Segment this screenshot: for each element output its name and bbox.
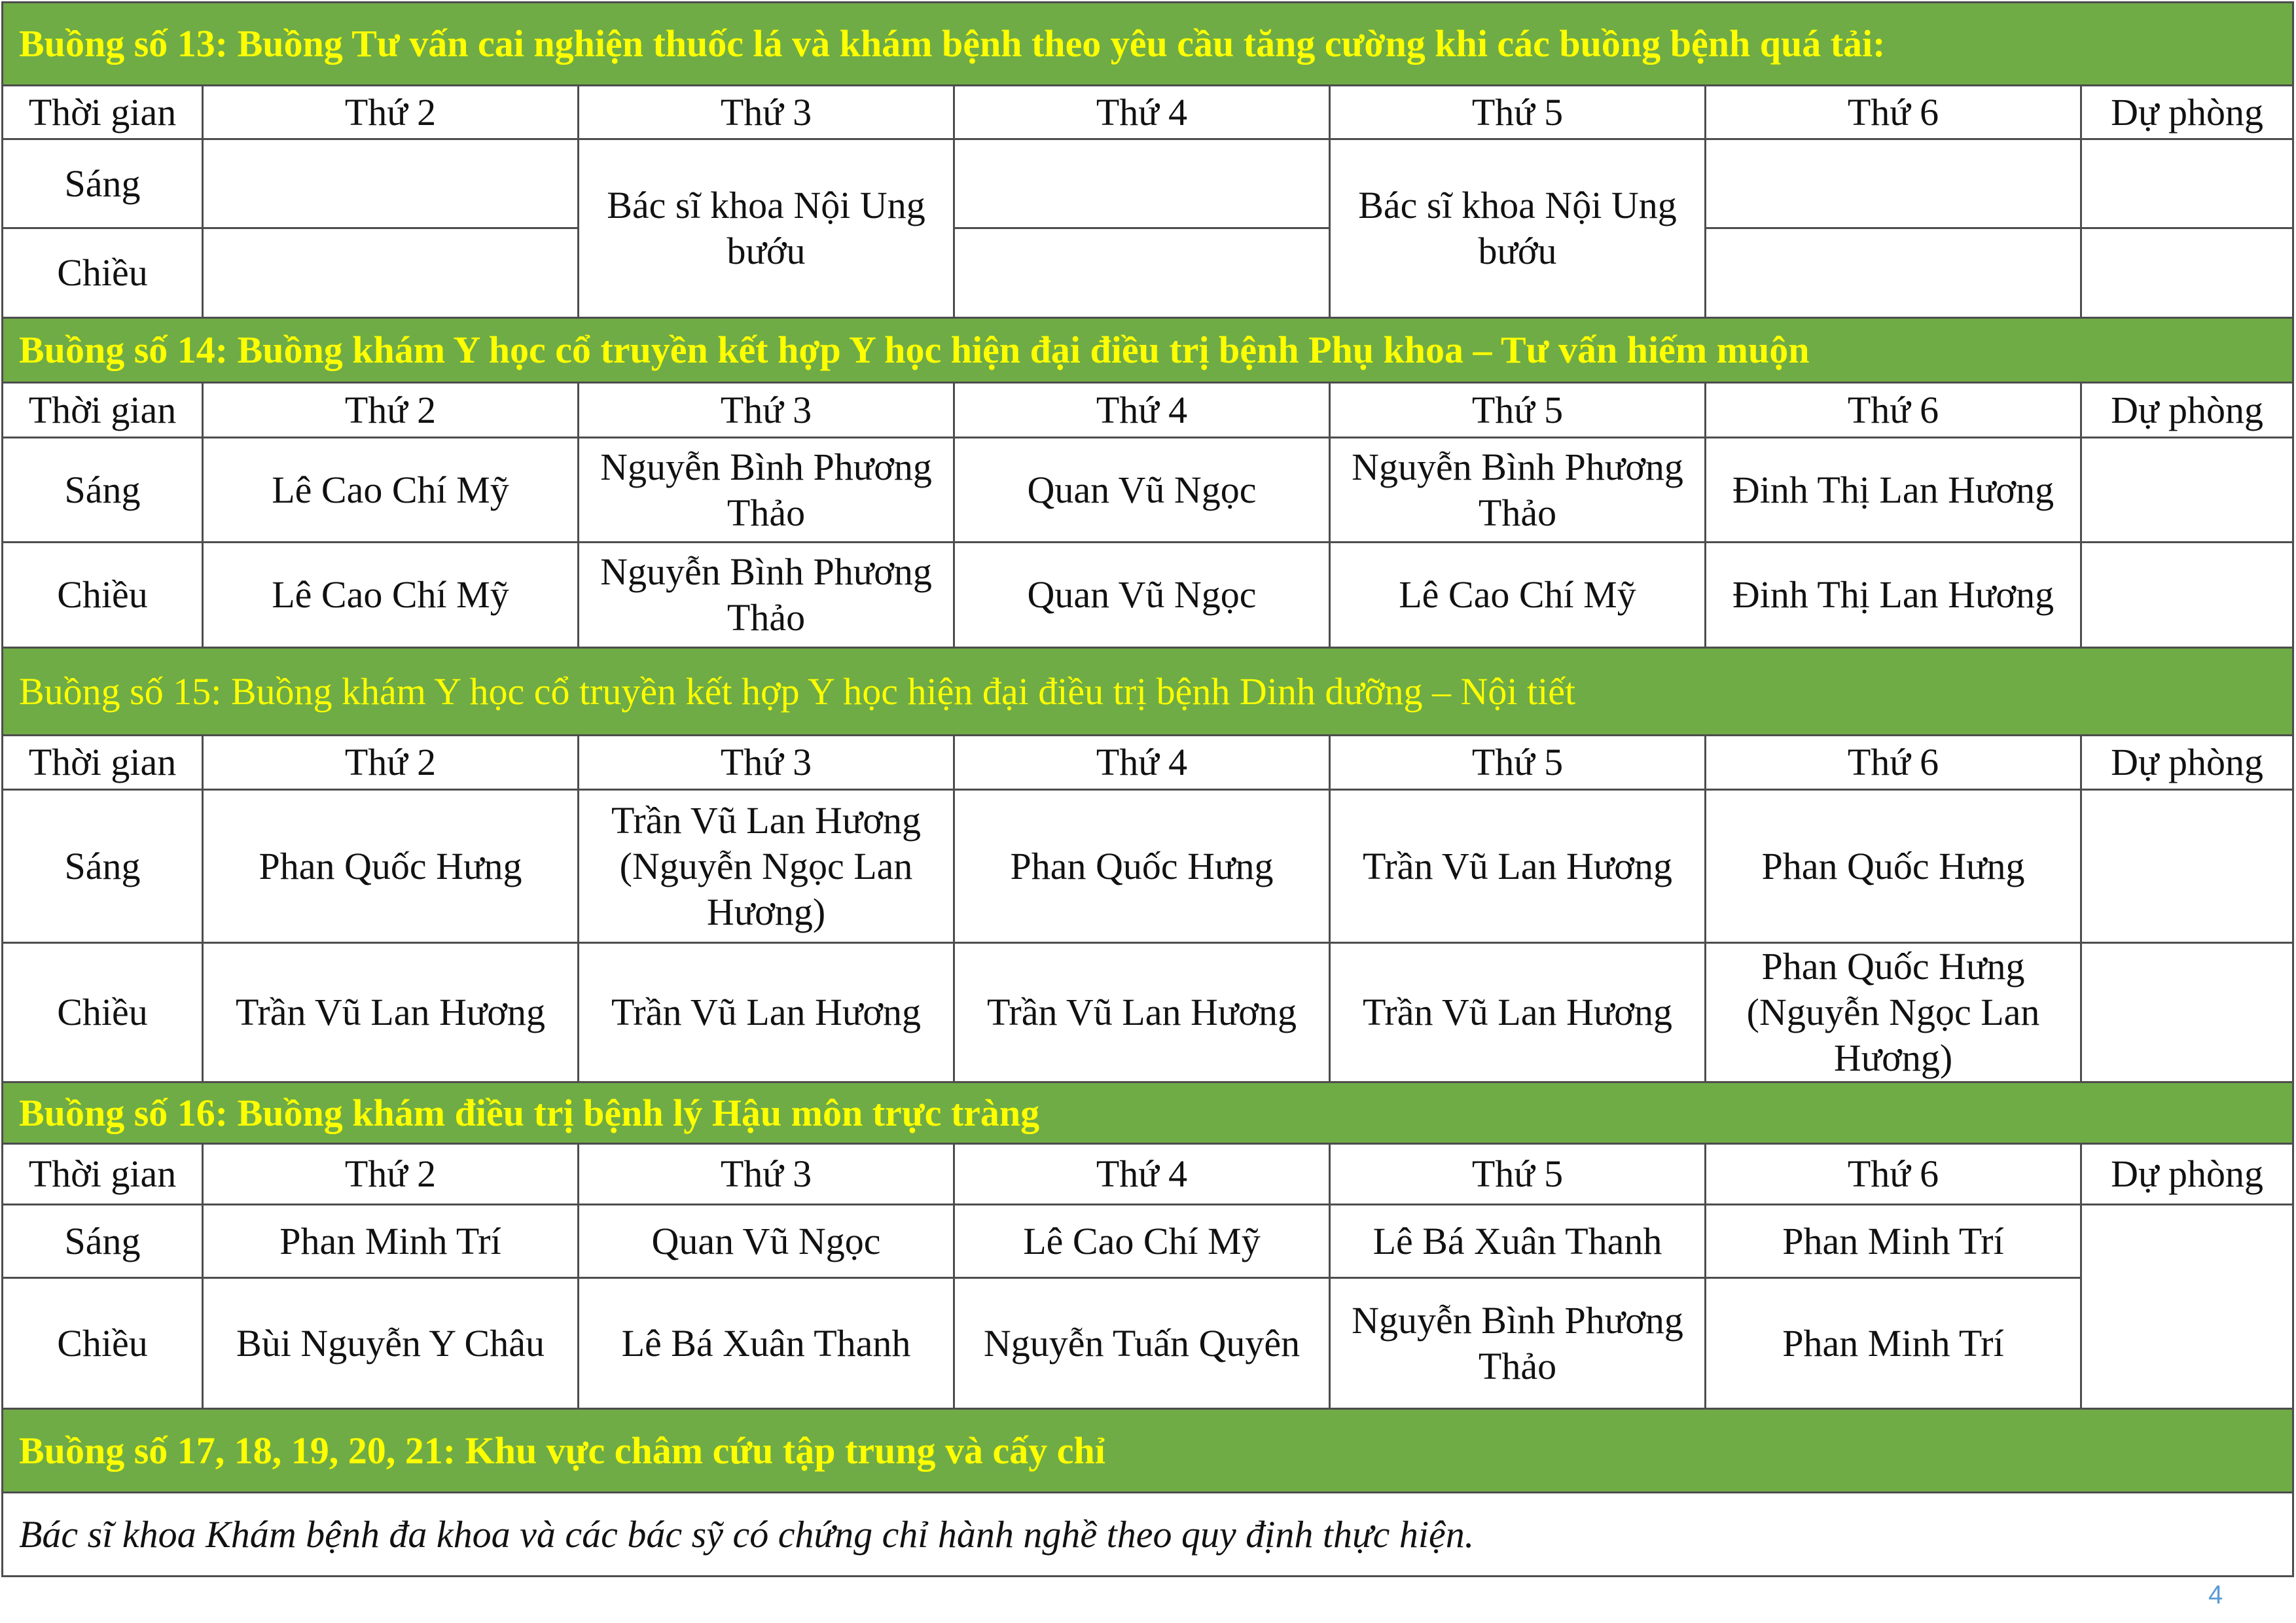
room-15-tue-afternoon: Trần Vũ Lan Hương <box>579 943 954 1082</box>
room-16-reserve-cell <box>2081 1205 2293 1409</box>
room-14-thu-morning: Nguyễn Bình Phương Thảo <box>1330 438 1706 543</box>
col-wed-header: Thứ 4 <box>954 736 1330 790</box>
col-time-header: Thời gian <box>3 86 203 139</box>
room-13-reserve-morning <box>2081 139 2293 228</box>
room-16-wed-morning: Lê Cao Chí Mỹ <box>954 1205 1330 1278</box>
room-13-afternoon-row <box>3 228 2293 318</box>
col-reserve-header: Dự phòng <box>2081 736 2293 790</box>
room-14-reserve-morning <box>2081 438 2293 543</box>
room-13-fri-afternoon <box>1706 228 2081 318</box>
col-time-header: Thời gian <box>3 383 203 438</box>
shift-morning-label: Sáng <box>3 139 203 228</box>
col-wed-header: Thứ 4 <box>954 86 1330 139</box>
room-13-tue-cell: Bác sĩ khoa Nội Ung bướu <box>579 139 954 318</box>
room-13-fri-morning <box>1706 139 2081 228</box>
room-13-thu-cell: Bác sĩ khoa Nội Ung bướu <box>1330 139 1706 318</box>
shift-afternoon-label: Chiều <box>3 1278 203 1409</box>
col-thu-header: Thứ 5 <box>1330 383 1706 438</box>
room-15-wed-morning: Phan Quốc Hưng <box>954 790 1330 943</box>
col-tue-header: Thứ 3 <box>579 1144 954 1205</box>
room-13-mon-morning <box>203 139 579 228</box>
room-13-title: Buồng số 13: Buồng Tư vấn cai nghiện thuốc lá và khám bệnh theo yêu cầu tăng cường khi các buồng bệnh quá tải: <box>3 3 2293 86</box>
room-16-mon-afternoon: Bùi Nguyễn Y Châu <box>203 1278 579 1409</box>
room-17-21-note: Bác sĩ khoa Khám bệnh đa khoa và các bác sỹ có chứng chỉ hành nghề theo quy định thực hiện. <box>3 1493 2293 1577</box>
col-mon-header: Thứ 2 <box>203 1144 579 1205</box>
col-tue-header: Thứ 3 <box>579 383 954 438</box>
room-15-mon-morning: Phan Quốc Hưng <box>203 790 579 943</box>
room-16-fri-afternoon: Phan Minh Trí <box>1706 1278 2081 1409</box>
room-15-reserve-afternoon <box>2081 943 2293 1082</box>
room-13-mon-afternoon <box>203 228 579 318</box>
col-wed-header: Thứ 4 <box>954 1144 1330 1205</box>
room-15-fri-morning: Phan Quốc Hưng <box>1706 790 2081 943</box>
room-14-reserve-afternoon <box>2081 543 2293 648</box>
room-15-reserve-morning <box>2081 790 2293 943</box>
room-16-morning-row <box>3 1205 2293 1278</box>
room-17-21-section-header <box>3 1409 2293 1493</box>
room-16-mon-morning: Phan Minh Trí <box>203 1205 579 1278</box>
room-16-thu-morning: Lê Bá Xuân Thanh <box>1330 1205 1706 1278</box>
room-14-tue-morning: Nguyễn Bình Phương Thảo <box>579 438 954 543</box>
col-time-header: Thời gian <box>3 736 203 790</box>
shift-afternoon-label: Chiều <box>3 943 203 1082</box>
room-14-column-header <box>3 383 2293 438</box>
room-14-fri-morning: Đinh Thị Lan Hương <box>1706 438 2081 543</box>
col-fri-header: Thứ 6 <box>1706 1144 2081 1205</box>
shift-morning-label: Sáng <box>3 1205 203 1278</box>
room-16-column-header <box>3 1144 2293 1205</box>
room-16-fri-morning: Phan Minh Trí <box>1706 1205 2081 1278</box>
room-16-tue-morning: Quan Vũ Ngọc <box>579 1205 954 1278</box>
col-reserve-header: Dự phòng <box>2081 383 2293 438</box>
room-15-tue-morning: Trần Vũ Lan Hương (Nguyễn Ngọc Lan Hương) <box>579 790 954 943</box>
col-mon-header: Thứ 2 <box>203 86 579 139</box>
col-thu-header: Thứ 5 <box>1330 1144 1706 1205</box>
col-wed-header: Thứ 4 <box>954 383 1330 438</box>
col-reserve-header: Dự phòng <box>2081 1144 2293 1205</box>
room-15-thu-morning: Trần Vũ Lan Hương <box>1330 790 1706 943</box>
room-15-fri-afternoon: Phan Quốc Hưng (Nguyễn Ngọc Lan Hương) <box>1706 943 2081 1082</box>
room-14-wed-afternoon: Quan Vũ Ngọc <box>954 543 1330 648</box>
shift-afternoon-label: Chiều <box>3 228 203 318</box>
clinic-schedule-table <box>1 1 2294 1577</box>
room-14-wed-morning: Quan Vũ Ngọc <box>954 438 1330 543</box>
room-14-fri-afternoon: Đinh Thị Lan Hương <box>1706 543 2081 648</box>
room-17-21-note-row <box>3 1493 2293 1577</box>
room-13-morning-row <box>3 139 2293 228</box>
room-13-wed-morning <box>954 139 1330 228</box>
col-time-header: Thời gian <box>3 1144 203 1205</box>
room-15-title: Buồng số 15: Buồng khám Y học cổ truyền kết hợp Y học hiện đại điều trị bệnh Dinh dưỡng – Nội tiết <box>3 648 2293 736</box>
room-14-title: Buồng số 14: Buồng khám Y học cổ truyền kết hợp Y học hiện đại điều trị bệnh Phụ khoa – Tư vấn hiếm muộn <box>3 318 2293 383</box>
col-tue-header: Thứ 3 <box>579 736 954 790</box>
room-16-wed-afternoon: Nguyễn Tuấn Quyên <box>954 1278 1330 1409</box>
room-14-mon-morning: Lê Cao Chí Mỹ <box>203 438 579 543</box>
col-fri-header: Thứ 6 <box>1706 383 2081 438</box>
shift-afternoon-label: Chiều <box>3 543 203 648</box>
room-14-mon-afternoon: Lê Cao Chí Mỹ <box>203 543 579 648</box>
room-15-afternoon-row <box>3 943 2293 1082</box>
col-mon-header: Thứ 2 <box>203 383 579 438</box>
room-14-tue-afternoon: Nguyễn Bình Phương Thảo <box>579 543 954 648</box>
room-15-morning-row <box>3 790 2293 943</box>
room-14-morning-row <box>3 438 2293 543</box>
room-15-section-header <box>3 648 2293 736</box>
room-16-tue-afternoon: Lê Bá Xuân Thanh <box>579 1278 954 1409</box>
shift-morning-label: Sáng <box>3 790 203 943</box>
room-13-wed-afternoon <box>954 228 1330 318</box>
room-14-thu-afternoon: Lê Cao Chí Mỹ <box>1330 543 1706 648</box>
col-fri-header: Thứ 6 <box>1706 86 2081 139</box>
room-14-section-header <box>3 318 2293 383</box>
col-reserve-header: Dự phòng <box>2081 86 2293 139</box>
room-13-section-header <box>3 3 2293 86</box>
room-16-thu-afternoon: Nguyễn Bình Phương Thảo <box>1330 1278 1706 1409</box>
room-14-afternoon-row <box>3 543 2293 648</box>
room-16-title: Buồng số 16: Buồng khám điều trị bệnh lý Hậu môn trực tràng <box>3 1082 2293 1144</box>
shift-morning-label: Sáng <box>3 438 203 543</box>
room-16-afternoon-row <box>3 1278 2293 1409</box>
col-mon-header: Thứ 2 <box>203 736 579 790</box>
page-number: 4 <box>2208 1580 2223 1609</box>
col-thu-header: Thứ 5 <box>1330 736 1706 790</box>
room-13-reserve-afternoon <box>2081 228 2293 318</box>
col-thu-header: Thứ 5 <box>1330 86 1706 139</box>
room-15-wed-afternoon: Trần Vũ Lan Hương <box>954 943 1330 1082</box>
room-17-21-title: Buồng số 17, 18, 19, 20, 21: Khu vực châm cứu tập trung và cấy chỉ <box>3 1409 2293 1493</box>
col-fri-header: Thứ 6 <box>1706 736 2081 790</box>
room-15-column-header <box>3 736 2293 790</box>
room-15-thu-afternoon: Trần Vũ Lan Hương <box>1330 943 1706 1082</box>
col-tue-header: Thứ 3 <box>579 86 954 139</box>
room-15-mon-afternoon: Trần Vũ Lan Hương <box>203 943 579 1082</box>
room-16-section-header <box>3 1082 2293 1144</box>
room-13-column-header <box>3 86 2293 139</box>
